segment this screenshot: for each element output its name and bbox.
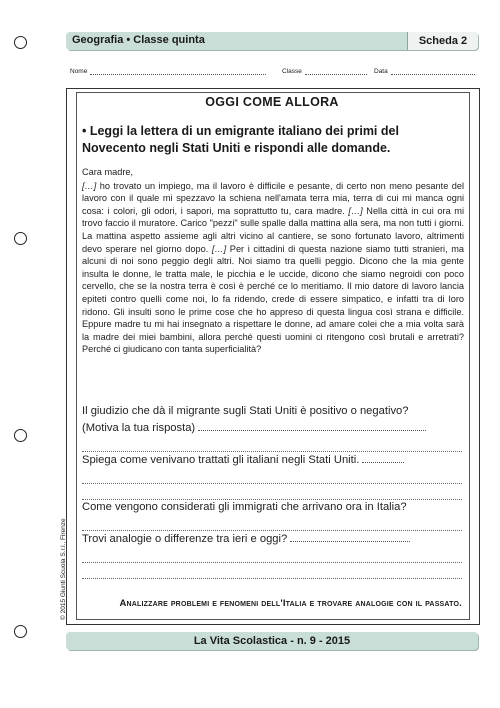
answer-line-inline[interactable] [290,531,410,542]
question-2-text: Spiega come venivano trattati gli italiani negli Stati Uniti. [82,453,360,466]
letter-salutation: Cara madre, [82,167,134,177]
data-line [391,68,475,75]
ellipsis-1: […] [82,180,97,191]
letter-body [82,180,464,356]
header-bar [66,32,478,50]
page-title: OGGI COME ALLORA [205,95,339,109]
answer-line[interactable] [82,563,462,579]
binder-hole-3 [14,429,27,442]
data-field[interactable] [374,68,475,75]
letter-part-1: ho trovato un impiego, ma il lavoro è difficile e pesante, di certo non meno pesante del lavoro con il quale mi spezzavo la schiena nell'amata terra mia, terra di cui mi manca ogni cosa: i colori, gli odori, i sapori, ma soprattutto tu, cara madre. [82,180,464,216]
instruction-text: • Leggi la lettera di un emigrante italiano dei primi del Novecento negli Stati Uniti e rispondi alle domande. [82,124,399,155]
footer-label: La Vita Scolastica - n. 9 - 2015 [193,635,351,647]
nome-field[interactable] [70,68,266,75]
scheda-label: Scheda 2 [407,32,478,50]
answer-line[interactable] [82,547,462,563]
questions-section [82,404,462,579]
student-fields [70,68,480,80]
letter-part-2: Nella città in cui ora mi trovo faccio il muratore. Carico "pezzi" sulle spalle dalla mattina alla sera, ma non tutti i giorni. La mattina aspetto assieme agli altri vicino al cantiere, se sono fortunato lavoro, altrimenti devo sperare nel giorno dopo. [82,205,464,254]
question-2 [82,452,462,469]
question-1-note [82,420,462,437]
nome-line [90,68,266,75]
copyright-text: © 2015 Giunti Scuola S.r.l., Firenze [60,518,67,620]
subject-label: Geografia • Classe quinta [72,34,205,46]
ellipsis-3: […] [211,243,227,254]
binder-hole-2 [14,232,27,245]
letter-part-3: Per i cittadini di questa nazione siamo tutti stranieri, ma alcuni di noi sono peggio degli altri. Noi siamo tra quelli peggio. Dicono che la mia gente insulta le donne, le tratta male, le picchia e le uccide, dicono che siamo negroidi con poco cervello, che se la nostra terra è così è perché ce lo meritiamo. Il mio datore di lavoro lancia epiteti contro quelli come noi, lo fa ridendo, crede di essere simpatico, e infatti tra di loro ridono. Gli insulti sono le prime cose che ho appreso di questa lingua così strana e difficile. Eppure madre tu mi hai insegnato a rispettare le donne, ad amare colei che a mia volta sarà la madre dei miei bambini, allora perché questi uomini ci ritengono così brutali e arretrati? Perché ci giudicano con tanta superficialità? [82,243,464,355]
question-1: Il giudizio che dà il migrante sugli Stati Uniti è positivo o negativo? [82,405,409,417]
footer-bar [66,632,478,650]
classe-field[interactable] [282,68,367,75]
question-4 [82,531,462,548]
binder-hole-1 [14,36,27,49]
classe-line [305,68,367,75]
letter-text [82,166,464,356]
answer-line[interactable] [82,484,462,500]
answer-line[interactable] [82,468,462,484]
answer-line[interactable] [82,515,462,531]
answer-line[interactable] [82,436,462,452]
learning-objective: Analizzare problemi e fenomeni dell'Italia e trovare analogie con il passato. [119,598,462,609]
ellipsis-2: […] [348,205,363,216]
data-label: Data [374,68,388,75]
binder-hole-4 [14,625,27,638]
question-4-text: Trovi analogie o differenze tra ieri e oggi? [82,532,288,545]
question-1-hint: (Motiva la tua risposta) [82,421,196,434]
question-3: Come vengono considerati gli immigrati che arrivano ora in Italia? [82,500,407,513]
answer-line-inline[interactable] [362,452,404,463]
answer-line-inline[interactable] [198,420,426,431]
classe-label: Classe [282,68,302,75]
nome-label: Nome [70,68,88,75]
